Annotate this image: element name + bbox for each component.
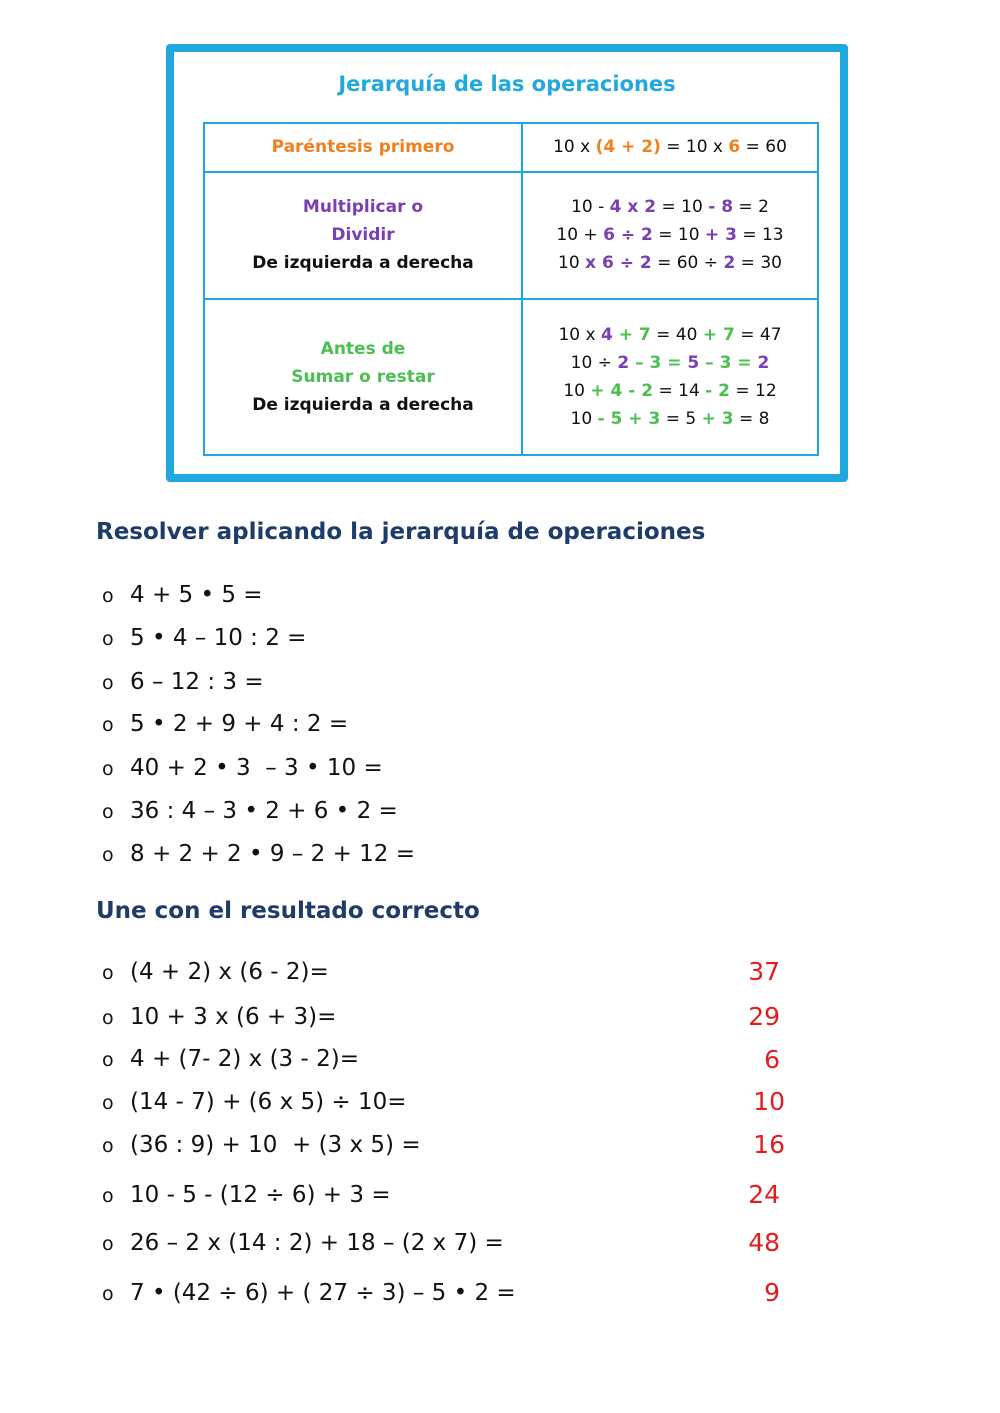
rule-example: 10 - 4 x 2 = 10 - 8 = 2 10 + 6 ÷ 2 = 10 + 3 = 13 10 x 6 ÷ 2 = 60 ÷ 2 = 30 <box>522 172 818 300</box>
bullet-icon: o <box>102 1185 114 1207</box>
exercise-item: o 5 • 4 – 10 : 2 = <box>102 625 307 651</box>
bullet-icon: o <box>102 1233 114 1255</box>
answer-option[interactable]: 16 <box>753 1130 785 1159</box>
rule-example: 10 x 4 + 7 = 40 + 7 = 47 10 ÷ 2 – 3 = 5 – 3 = 2 10 + 4 - 2 = 14 - 2 = 12 10 - 5 + 3 = 5 + 3 = 8 <box>522 299 818 455</box>
match-item: o (14 - 7) + (6 x 5) ÷ 10= <box>102 1089 407 1115</box>
exercise-item: o 40 + 2 • 3 – 3 • 10 = <box>102 755 383 781</box>
bullet-icon: o <box>102 962 114 984</box>
hierarchy-title: Jerarquía de las operaciones <box>338 72 676 96</box>
hierarchy-table <box>203 122 819 456</box>
answer-option[interactable]: 9 <box>764 1278 780 1307</box>
exercise-item: o 36 : 4 – 3 • 2 + 6 • 2 = <box>102 798 398 824</box>
bullet-icon: o <box>102 844 114 866</box>
match-item: o 26 – 2 x (14 : 2) + 18 – (2 x 7) = <box>102 1230 504 1256</box>
exercise-item: o 5 • 2 + 9 + 4 : 2 = <box>102 711 349 737</box>
bullet-icon: o <box>102 1283 114 1305</box>
bullet-icon: o <box>102 801 114 823</box>
rule-row-add-subtract <box>204 299 818 455</box>
answer-option[interactable]: 48 <box>748 1228 780 1257</box>
rule-label: Multiplicar o Dividir De izquierda a derecha <box>204 172 522 300</box>
match-item: o 4 + (7- 2) x (3 - 2)= <box>102 1046 359 1072</box>
answer-option[interactable]: 37 <box>748 957 780 986</box>
answer-option[interactable]: 6 <box>764 1045 780 1074</box>
bullet-icon: o <box>102 585 114 607</box>
bullet-icon: o <box>102 1007 114 1029</box>
match-item: o 10 - 5 - (12 ÷ 6) + 3 = <box>102 1182 391 1208</box>
answer-option[interactable]: 24 <box>748 1180 780 1209</box>
rule-label: Paréntesis primero <box>204 123 522 172</box>
match-item: o 10 + 3 x (6 + 3)= <box>102 1004 337 1030</box>
bullet-icon: o <box>102 758 114 780</box>
bullet-icon: o <box>102 1135 114 1157</box>
rule-example: 10 x (4 + 2) = 10 x 6 = 60 <box>522 123 818 172</box>
bullet-icon: o <box>102 1092 114 1114</box>
exercise-item: o 8 + 2 + 2 • 9 – 2 + 12 = <box>102 841 416 867</box>
match-item: o (4 + 2) x (6 - 2)= <box>102 959 329 985</box>
answer-option[interactable]: 29 <box>748 1002 780 1031</box>
bullet-icon: o <box>102 714 114 736</box>
rule-label: Antes de Sumar o restar De izquierda a derecha <box>204 299 522 455</box>
exercise-item: o 4 + 5 • 5 = <box>102 582 263 608</box>
rule-row-parentheses <box>204 123 818 172</box>
bullet-icon: o <box>102 628 114 650</box>
bullet-icon: o <box>102 1049 114 1071</box>
exercise-item: o 6 – 12 : 3 = <box>102 669 264 695</box>
bullet-icon: o <box>102 672 114 694</box>
section-title-match: Une con el resultado correcto <box>96 898 480 924</box>
answer-option[interactable]: 10 <box>753 1087 785 1116</box>
rule-row-multiply-divide <box>204 172 818 300</box>
match-item: o (36 : 9) + 10 + (3 x 5) = <box>102 1132 421 1158</box>
section-title-resolve: Resolver aplicando la jerarquía de operaciones <box>96 519 706 545</box>
hierarchy-box <box>166 44 848 482</box>
match-item: o 7 • (42 ÷ 6) + ( 27 ÷ 3) – 5 • 2 = <box>102 1280 516 1306</box>
